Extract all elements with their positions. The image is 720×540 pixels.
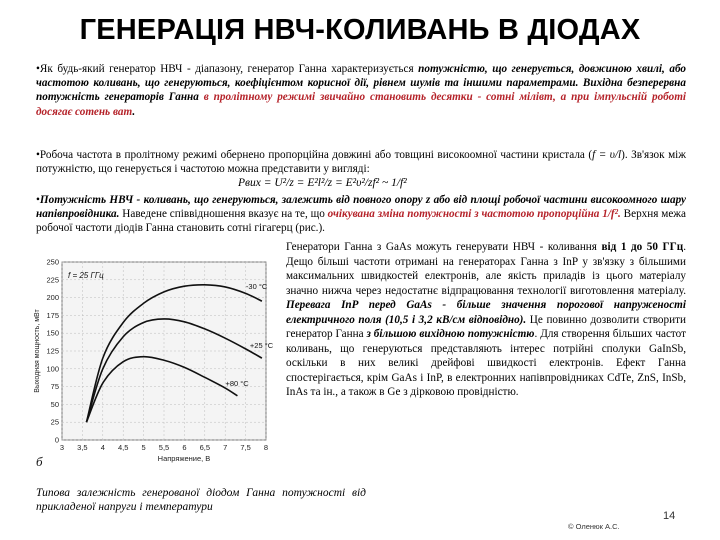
p1-end: .	[132, 105, 136, 118]
page-number: 14	[663, 510, 676, 522]
x-tick-label: 8	[263, 443, 269, 452]
x-tick-label: 6,5	[199, 443, 211, 452]
slide-title: ГЕНЕРАЦІЯ НВЧ-КОЛИВАНЬ В ДІОДАХ	[79, 14, 641, 46]
figure-caption: Типова залежність генерованої діодом Ганна потужності від прикладеної напруги і температури	[36, 487, 366, 513]
p2-text-end: ). Зв'язок між потужністю, що генерується і частотою можна представити у вигляді:	[36, 149, 686, 176]
chart-svg	[30, 250, 282, 472]
p1-params: потужністю, що генерується, довжиною хвилі, або частотою коливань, що генеруються, коефіцієнтом корисної дії, рівнем шумів та іншими параметрами. Вихідна безперервна потужність генераторів Ганна	[36, 63, 686, 104]
paragraph-generator-characteristics	[36, 62, 686, 119]
x-tick-label: 3,5	[77, 443, 88, 452]
right-inp-advantage: Перевага InP перед GaAs - більше значення порогової напруженості електричного поля (10,5 і 3,2 кВ/см відповідно).	[286, 299, 686, 326]
y-tick-label: 0	[54, 435, 59, 445]
y-tick-label: 175	[46, 310, 59, 320]
y-tick-label: 75	[50, 382, 59, 392]
x-tick-label: 7,5	[240, 443, 251, 452]
y-tick-label: 200	[46, 293, 59, 303]
y-tick-label: 25	[50, 417, 59, 427]
p3-red-highlight: очікувана зміна потужності з частотою пропорційна 1/f².	[327, 208, 621, 221]
chart-annotation: f = 25 ГГц	[68, 271, 104, 280]
x-tick-label: 6	[182, 443, 187, 452]
x-tick-label: 7	[223, 443, 228, 452]
p2-text: •Робоча частота в пролітному режимі обернено пропорційна довжині або товщині високоомної частини кристала (	[36, 149, 593, 161]
p3-text: Наведене співвідношення вказує на те, що	[119, 208, 328, 221]
y-tick-label: 50	[50, 399, 59, 409]
y-axis-label: Выходная мощность, мВт	[34, 309, 41, 393]
series-label: +25 °C	[249, 341, 274, 351]
series-label: +80 °C	[225, 378, 249, 388]
p3-bold: Потужність НВЧ - коливань, що генеруються, залежить від повного опору z або від площі робочої частини високоомного шару напівпровідника.	[36, 194, 686, 221]
p3-bullet: •	[36, 194, 40, 206]
x-tick-label: 5,5	[158, 443, 170, 452]
right-inp-text: . Дещо більші частоти отримані на генераторах Ганна з InP у зв'язку з більшими максимальних швидкостей електронів, але якість приладів із цього матеріалу значно нижча через недостатнє відпрацювання технології виготовлення матеріалу.	[286, 241, 686, 297]
right-intro: Генератори Ганна з GaAs можуть генерувати НВЧ - коливання	[286, 241, 602, 253]
power-formula: Рвих = U²/z = E²l²/z = E²υ²/zf² ~ 1/f²	[238, 177, 407, 189]
x-tick-label: 5	[141, 443, 146, 452]
right-higher-power: з більшою вихідною потужністю	[366, 328, 535, 340]
right-text2: Це повинно дозволити створити генератор Ганна	[286, 313, 686, 340]
x-axis-label: Напряжение, В	[157, 454, 211, 463]
y-tick-label: 250	[46, 257, 59, 267]
paragraph-power-dependence	[36, 193, 686, 236]
x-tick-label: 4,5	[117, 443, 129, 452]
p3-end: Верхня межа робочої частоти діодів Ганна становить сотні гігагерц (рис.).	[36, 208, 686, 235]
paragraph-frequency	[36, 148, 686, 176]
series-label: -30 °C	[245, 282, 268, 292]
y-tick-label: 100	[46, 364, 59, 374]
panel-label: б	[36, 454, 43, 469]
p1-intro: •Як будь-який генератор НВЧ - діапазону, генератор Ганна характеризується	[36, 63, 419, 75]
right-text3: . Для створення більших частот коливань, що генеруються представляють інтерес потрійні сполуки GaInSb, оскільки в них великі дрейфові швидкості електронів. Ефект Ганна спостерігається, крім GaAs і InP, в електронних напівпровідниках CdTe, ZnS, InSb, InAs та ін., а також в Ge з дірковою провідністю.	[286, 328, 686, 398]
y-tick-label: 125	[46, 346, 59, 356]
paragraph-gaas-inp	[286, 240, 686, 400]
y-tick-label: 150	[46, 328, 59, 338]
x-tick-label: 4	[100, 443, 105, 452]
x-tick-label: 3	[59, 443, 65, 452]
p2-freq-formula: f = υ/l	[592, 149, 622, 161]
right-freq-range: від 1 до 50 ГГц	[601, 241, 684, 253]
power-voltage-chart	[30, 250, 282, 472]
author-signature: © Оленюк А.С.	[568, 522, 620, 531]
chart-grid	[62, 262, 266, 440]
p1-power-highlight: в пролітному режимі звичайно становить десятки - сотні мілівт, а при імпульсній роботі досягає сотень ват	[36, 91, 686, 118]
y-tick-label: 225	[46, 275, 59, 285]
